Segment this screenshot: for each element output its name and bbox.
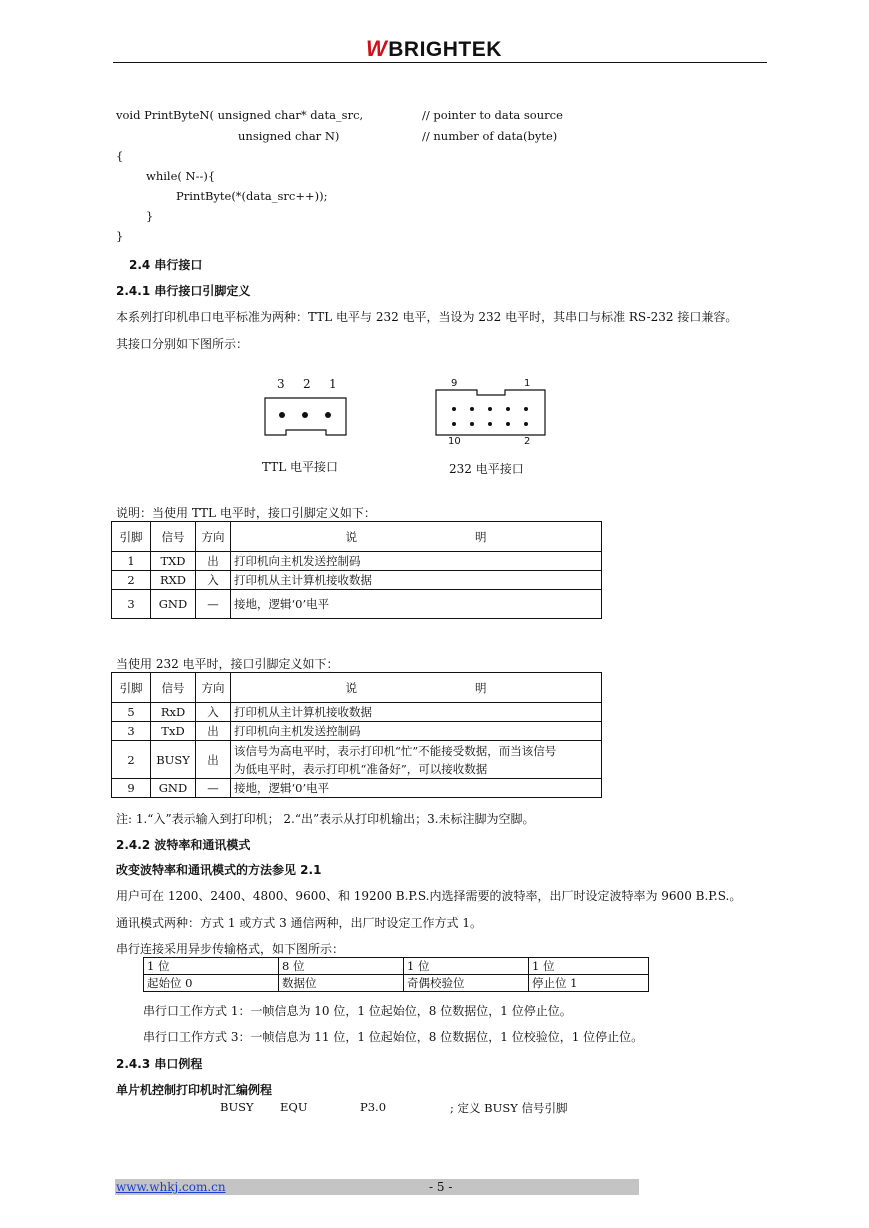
rs232-pin-table bbox=[111, 672, 602, 798]
frame-format-table bbox=[143, 957, 649, 992]
asm-label: BUSY bbox=[220, 1100, 254, 1114]
table-row bbox=[112, 703, 602, 722]
cell: 打印机向主机发送控制码 bbox=[231, 722, 602, 741]
asm-comment: ; 定义 BUSY 信号引脚 bbox=[450, 1101, 568, 1115]
cell: 接地，逻辑‘0’电平 bbox=[231, 779, 602, 798]
section-heading-2-4-3: 2.4.3 串口例程 bbox=[116, 1057, 203, 1071]
rs232-label-2: 2 bbox=[524, 436, 531, 447]
header-cell: 方向 bbox=[196, 522, 231, 552]
ttl-pin-table bbox=[111, 521, 602, 619]
cell: BUSY bbox=[151, 741, 196, 779]
paragraph-baud-rates: 用户可在 1200、2400、4800、9600、和 19200 B.P.S.内选择需要的波特率，出厂时设定波特率为 9600 B.P.S.。 bbox=[116, 889, 742, 903]
code-line-5: PrintByte(*(data_src++)); bbox=[176, 189, 328, 203]
code-line-4: while( N--){ bbox=[146, 169, 216, 183]
header-rule bbox=[113, 62, 767, 63]
cell: 9 bbox=[112, 779, 151, 798]
table-row bbox=[144, 975, 649, 992]
paragraph-mode-3: 串行口工作方式 3：一帧信息为 11 位，1 位起始位，8 位数据位，1 位校验位，1 位停止位。 bbox=[143, 1030, 644, 1044]
rs232-label-10: 10 bbox=[448, 436, 461, 447]
logo-mark: W bbox=[366, 36, 388, 61]
section-heading-2-4: 2.4 串行接口 bbox=[129, 258, 203, 272]
table-row bbox=[112, 779, 602, 798]
footer-website-link[interactable]: www.whkj.com.cn bbox=[116, 1180, 226, 1194]
cell: 1 位 bbox=[529, 958, 649, 975]
cell: 打印机从主计算机接收数据 bbox=[231, 571, 602, 590]
cell: 入 bbox=[196, 703, 231, 722]
code-line-7: } bbox=[116, 229, 124, 243]
cell: GND bbox=[151, 779, 196, 798]
cell: 5 bbox=[112, 703, 151, 722]
cell: 入 bbox=[196, 571, 231, 590]
brightek-logo bbox=[366, 36, 502, 62]
ttl-pin-label-3: 3 bbox=[277, 377, 285, 391]
ttl-table-note: 说明：当使用 TTL 电平时，接口引脚定义如下： bbox=[116, 506, 376, 520]
footnote: 注: 1.“入”表示输入到打印机； 2.“出”表示从打印机输出；3.未标注脚为空脚。 bbox=[116, 812, 535, 826]
cell: 2 bbox=[112, 741, 151, 779]
rs232-label-9: 9 bbox=[451, 378, 458, 389]
table-row bbox=[112, 571, 602, 590]
code-line-3: { bbox=[116, 149, 124, 163]
rs232-connector-diagram bbox=[435, 389, 547, 437]
cell: 打印机向主机发送控制码 bbox=[231, 552, 602, 571]
cell: TxD bbox=[151, 722, 196, 741]
subheading-asm-example: 单片机控制打印机时汇编例程 bbox=[116, 1083, 273, 1097]
cell: 1 位 bbox=[404, 958, 529, 975]
table-header-row bbox=[112, 673, 602, 703]
cell: 1 位 bbox=[144, 958, 279, 975]
table-row bbox=[112, 722, 602, 741]
rs232-connector-caption: 232 电平接口 bbox=[449, 462, 524, 476]
paragraph-level-standard: 本系列打印机串口电平标准为两种：TTL 电平与 232 电平，当设为 232 电平时，其串口与标准 RS-232 接口兼容。 bbox=[116, 310, 738, 324]
paragraph-async-format: 串行连接采用异步传输格式，如下图所示： bbox=[116, 942, 345, 956]
cell: 出 bbox=[196, 722, 231, 741]
cell: 出 bbox=[196, 741, 231, 779]
cell: TXD bbox=[151, 552, 196, 571]
cell: 起始位 0 bbox=[144, 975, 279, 992]
table-row bbox=[112, 552, 602, 571]
code-comment-1: // pointer to data source bbox=[422, 108, 563, 122]
cell: 1 bbox=[112, 552, 151, 571]
ttl-connector-diagram bbox=[264, 397, 348, 437]
code-line-1: void PrintByteN( unsigned char* data_src, bbox=[116, 108, 364, 122]
cell: 数据位 bbox=[279, 975, 404, 992]
cell: 3 bbox=[112, 590, 151, 619]
header-cell-description: 说 明 bbox=[231, 673, 602, 703]
table-row bbox=[112, 741, 602, 779]
table-row bbox=[112, 590, 602, 619]
header-cell: 信号 bbox=[151, 522, 196, 552]
cell: 接地，逻辑‘0’电平 bbox=[231, 590, 602, 619]
cell-multiline: 该信号为高电平时，表示打印机“忙”不能接受数据，而当该信号 为低电平时，表示打印机“准备好”，可以接收数据 bbox=[231, 741, 602, 779]
cell: 奇偶校验位 bbox=[404, 975, 529, 992]
paragraph-mode-1: 串行口工作方式 1：一帧信息为 10 位，1 位起始位，8 位数据位，1 位停止位。 bbox=[143, 1004, 572, 1018]
cell: 打印机从主计算机接收数据 bbox=[231, 703, 602, 722]
subheading-baud: 改变波特率和通讯模式的方法参见 2.1 bbox=[116, 863, 322, 877]
code-comment-2: // number of data(byte) bbox=[422, 129, 558, 143]
cell: 8 位 bbox=[279, 958, 404, 975]
header-cell: 方向 bbox=[196, 673, 231, 703]
code-line-2: unsigned char N) bbox=[238, 129, 340, 143]
cell: RXD bbox=[151, 571, 196, 590]
ttl-pin-label-2: 2 bbox=[303, 377, 311, 391]
cell: GND bbox=[151, 590, 196, 619]
rs232-label-1: 1 bbox=[524, 378, 531, 389]
ttl-pin-label-1: 1 bbox=[329, 377, 337, 391]
asm-arg: P3.0 bbox=[360, 1100, 387, 1114]
logo-text: BRIGHTEK bbox=[388, 38, 502, 61]
cell: RxD bbox=[151, 703, 196, 722]
page-number: - 5 - bbox=[429, 1180, 453, 1194]
cell: 出 bbox=[196, 552, 231, 571]
table-header-row bbox=[112, 522, 602, 552]
section-heading-2-4-1: 2.4.1 串行接口引脚定义 bbox=[116, 284, 251, 298]
cell: — bbox=[196, 590, 231, 619]
paragraph-interface-intro: 其接口分别如下图所示： bbox=[116, 337, 249, 351]
header-cell: 引脚 bbox=[112, 673, 151, 703]
table-row bbox=[144, 958, 649, 975]
asm-op: EQU bbox=[280, 1100, 308, 1114]
cell: 停止位 1 bbox=[529, 975, 649, 992]
header-cell: 信号 bbox=[151, 673, 196, 703]
cell: 2 bbox=[112, 571, 151, 590]
header-cell-description: 说 明 bbox=[231, 522, 602, 552]
paragraph-comm-modes: 通讯模式两种：方式 1 或方式 3 通信两种，出厂时设定工作方式 1。 bbox=[116, 916, 482, 930]
ttl-connector-caption: TTL 电平接口 bbox=[262, 460, 339, 474]
header-cell: 引脚 bbox=[112, 522, 151, 552]
cell: 3 bbox=[112, 722, 151, 741]
cell: — bbox=[196, 779, 231, 798]
rs232-table-note: 当使用 232 电平时，接口引脚定义如下： bbox=[116, 657, 339, 671]
code-line-6: } bbox=[146, 209, 154, 223]
section-heading-2-4-2: 2.4.2 波特率和通讯模式 bbox=[116, 838, 251, 852]
